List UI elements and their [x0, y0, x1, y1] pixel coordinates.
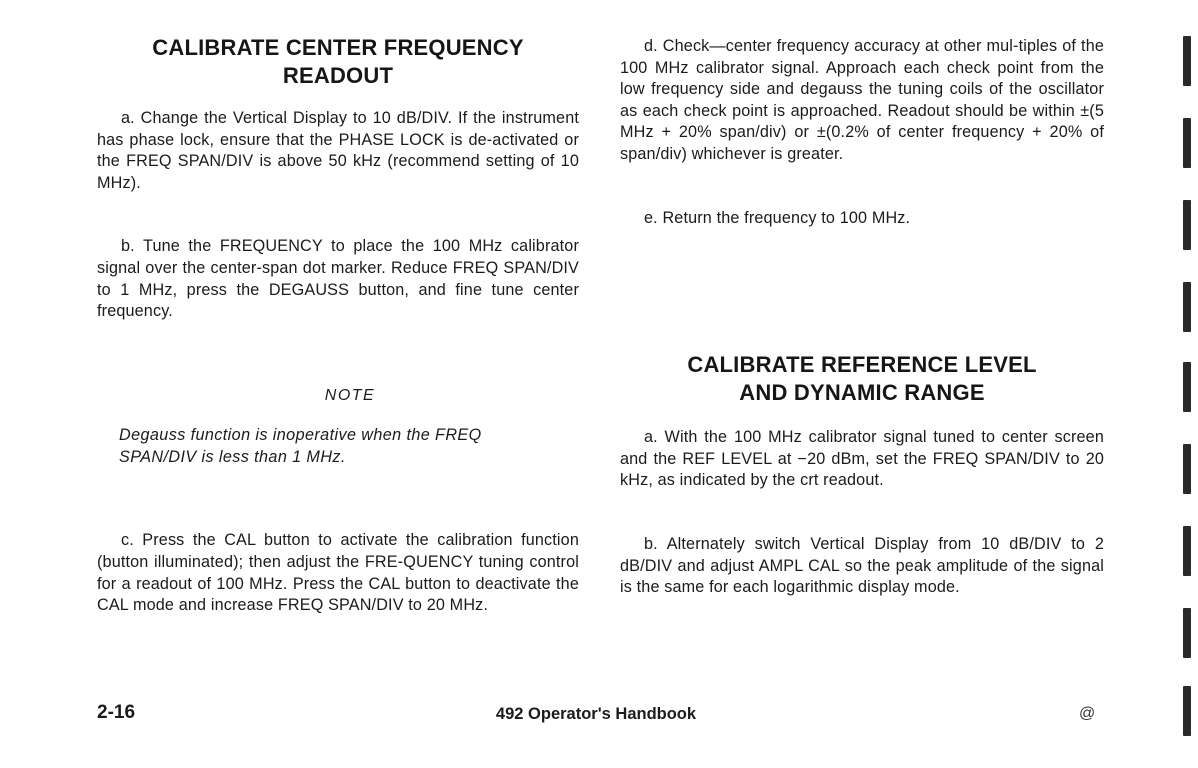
index-tab [1183, 686, 1191, 736]
page-number: 2-16 [97, 702, 136, 723]
step-c-paragraph: c. Press the CAL button to activate the calibration function (button illuminated); then adjust the FRE-QUENCY tuning control for a readout of 100 MHz. Press the CAL button to deactivate the CAL mode and increase FREQ SPAN/DIV to 20 MHz. [97, 531, 579, 615]
left-column [97, 34, 579, 617]
index-tab [1183, 526, 1191, 576]
step-b-paragraph: b. Alternately switch Vertical Display from 10 dB/DIV to 2 dB/DIV and adjust AMPL CAL so the peak amplitude of the signal is the same for each logarithmic display mode. [620, 534, 1104, 597]
section-title-center-frequency [97, 34, 579, 90]
index-tab [1183, 200, 1191, 250]
step-d-paragraph: d. Check—center frequency accuracy at other mul-tiples of the 100 MHz calibrator signal. Approach each check point from the low frequency side and degauss the tuning coils of the oscillator as each check point is approached. Readout should be within ±(5 MHz + 20% span/div) or ±(0.2% of center frequency + 20% of span/div) whichever is greater. [620, 37, 1104, 163]
title-line-1: CALIBRATE CENTER FREQUENCY [152, 35, 524, 60]
step-a-paragraph: a. With the 100 MHz calibrator signal tuned to center screen and the REF LEVEL at −20 dBm, set the FREQ SPAN/DIV to 20 kHz, as indicated by the crt readout. [620, 428, 1104, 490]
title-line-1: CALIBRATE REFERENCE LEVEL [687, 352, 1037, 378]
note-block [97, 385, 579, 469]
index-tab [1183, 36, 1191, 86]
index-tab [1183, 282, 1191, 332]
footer-mark: @ [1079, 705, 1096, 722]
index-tab [1183, 608, 1191, 658]
handbook-title-text: 492 Operator's Handbook [495, 705, 697, 723]
note-line-2: SPAN/DIV is less than 1 MHz. [119, 448, 346, 467]
handbook-title [0, 705, 1198, 724]
right-column [620, 36, 1104, 599]
edge-index-tabs [1180, 0, 1198, 768]
section-title-reference-level [620, 351, 1104, 407]
title-line-2: AND DYNAMIC RANGE [739, 380, 985, 406]
step-a-paragraph: a. Change the Vertical Display to 10 dB/DIV. If the instrument has phase lock, ensure that the PHASE LOCK is de-activated or the FREQ SPAN/DIV is above 50 kHz (recommend setting of 10 MHz). [97, 109, 579, 192]
note-line-1: Degauss function is inoperative when the FREQ [119, 426, 482, 445]
index-tab [1183, 362, 1191, 412]
note-title: NOTE [324, 386, 376, 404]
index-tab [1183, 118, 1191, 168]
step-b-paragraph: b. Tune the FREQUENCY to place the 100 MHz calibrator signal over the center-span dot marker. Reduce FREQ SPAN/DIV to 1 MHz, press the DEGAUSS button, and fine tune center frequency. [97, 237, 579, 321]
title-line-2: READOUT [282, 63, 394, 88]
step-e-paragraph: e. Return the frequency to 100 MHz. [644, 208, 911, 227]
index-tab [1183, 444, 1191, 494]
